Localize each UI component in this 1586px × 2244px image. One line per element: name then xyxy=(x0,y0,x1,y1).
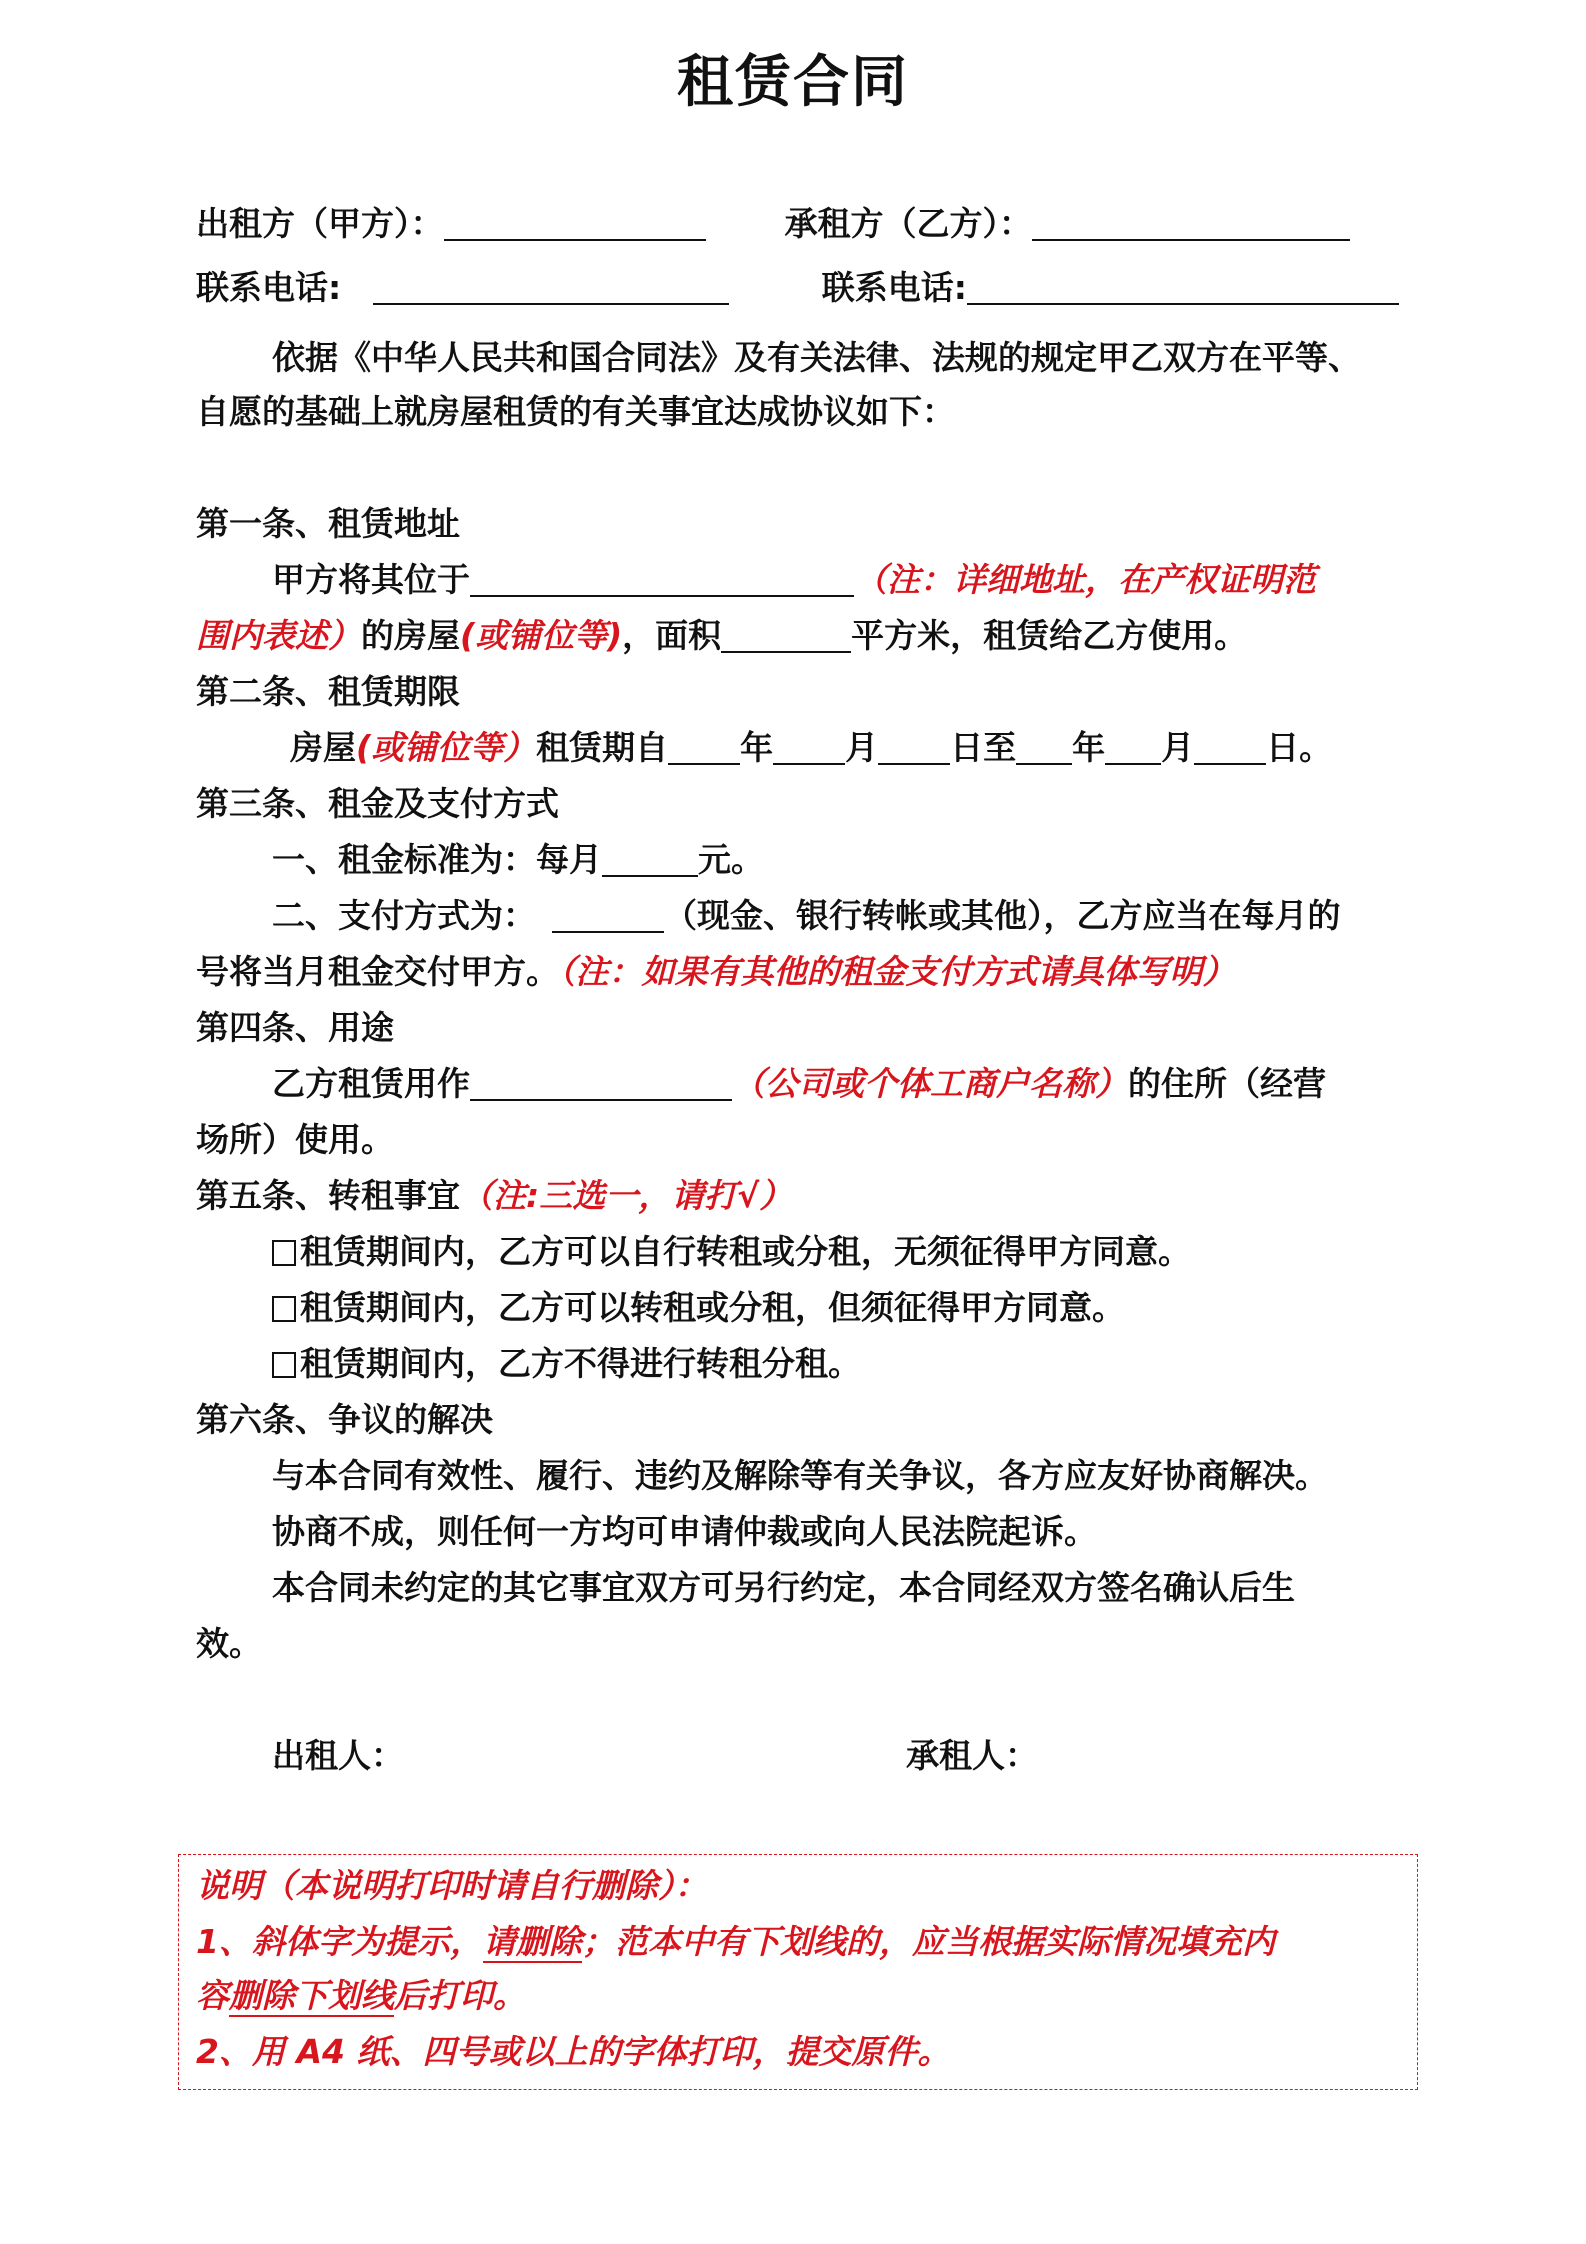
payment-date-text: 号将当月租金交付甲方。 xyxy=(196,952,559,991)
area-label: ，面积 xyxy=(622,616,722,655)
payment-line-2 xyxy=(196,948,1406,996)
instructions-item-1-part-c: ；范本中有下划线的，应当根据实际情况填充内 xyxy=(581,1922,1275,1961)
rent-label: 一、租金标准为：每月 xyxy=(272,840,602,879)
purpose-line xyxy=(272,1060,1406,1108)
dispute-line-3: 本合同未约定的其它事宜双方可另行约定，本合同经双方签名确认后生 xyxy=(272,1568,1295,1607)
parties-row xyxy=(196,200,1406,248)
start-year-text: 年 xyxy=(740,728,774,767)
sublet-option-3-label: 租赁期间内，乙方不得进行转租分租。 xyxy=(300,1344,861,1383)
lessee-blank[interactable] xyxy=(1032,205,1350,241)
area-unit-text: 平方米，租赁给乙方使用。 xyxy=(851,616,1248,655)
rent-blank[interactable] xyxy=(602,841,698,877)
article-1-line-2 xyxy=(196,612,1406,660)
checkbox-icon[interactable] xyxy=(272,1352,296,1378)
instructions-item-1-part-f: 后打印。 xyxy=(394,1976,526,2015)
address-blank[interactable] xyxy=(470,561,854,597)
lessee-signature-label: 承租人： xyxy=(906,1736,1038,1775)
sublet-option-3[interactable] xyxy=(272,1340,1406,1388)
article-1-heading: 第一条、租赁地址 xyxy=(196,504,460,543)
term-label: 租赁期自 xyxy=(536,728,669,767)
start-year-blank[interactable] xyxy=(668,729,740,765)
end-day-text: 日。 xyxy=(1266,728,1333,767)
payment-blank[interactable] xyxy=(552,897,664,933)
purpose-label: 乙方租赁用作 xyxy=(272,1064,470,1103)
end-month-blank[interactable] xyxy=(1105,729,1161,765)
article-4-heading: 第四条、用途 xyxy=(196,1008,394,1047)
lessor-signature-label: 出租人： xyxy=(272,1736,404,1775)
dispute-line-2: 协商不成，则任何一方均可申请仲裁或向人民法院起诉。 xyxy=(272,1512,1097,1551)
start-month-text: 月 xyxy=(845,728,879,767)
instructions-item-1-part-e: 删除下划线 xyxy=(229,1976,394,2015)
instructions-item-1-cont xyxy=(196,1972,1406,2020)
end-month-text: 月 xyxy=(1161,728,1195,767)
company-note: （公司或个体工商户名称） xyxy=(732,1064,1128,1103)
instructions-title: 说明（本说明打印时请自行删除）： xyxy=(196,1866,708,1905)
address-note-cont: 围内表述） xyxy=(196,616,361,655)
instructions-item-1 xyxy=(196,1918,1406,1966)
article-2-heading: 第二条、租赁期限 xyxy=(196,672,460,711)
lessor-blank[interactable] xyxy=(444,205,706,241)
purpose-blank[interactable] xyxy=(470,1065,732,1101)
area-blank[interactable] xyxy=(721,617,851,653)
rent-unit: 元。 xyxy=(698,840,764,879)
instructions-item-1-part-b: 请删除 xyxy=(482,1922,582,1961)
sublet-option-1-label: 租赁期间内，乙方可以自行转租或分租，无须征得甲方同意。 xyxy=(300,1232,1191,1271)
lessor-phone-label: 联系电话: xyxy=(196,268,342,307)
intro-line-1: 依据《中华人民共和国合同法》及有关法律、法规的规定甲乙双方在平等、 xyxy=(272,338,1361,377)
article-1-line-1 xyxy=(272,556,1406,604)
payment-line xyxy=(272,892,1406,940)
dispute-line-4: 效。 xyxy=(196,1624,262,1663)
purpose-line-2: 场所）使用。 xyxy=(196,1120,394,1159)
article-5-heading: 第五条、转租事宜 xyxy=(196,1176,460,1215)
article-3-heading: 第三条、租金及支付方式 xyxy=(196,784,559,823)
end-year-blank[interactable] xyxy=(1016,729,1072,765)
end-day-blank[interactable] xyxy=(1194,729,1266,765)
instructions-item-1-part-d: 容 xyxy=(196,1976,229,2015)
instructions-item-2: 2、用 A4 纸、四号或以上的字体打印，提交原件。 xyxy=(196,2032,951,2071)
sublet-option-1[interactable] xyxy=(272,1228,1406,1276)
payment-text: （现金、银行转帐或其他），乙方应当在每月的 xyxy=(664,896,1341,935)
checkbox-icon[interactable] xyxy=(272,1240,296,1266)
lessee-phone-label: 联系电话: xyxy=(821,268,967,307)
purpose-text: 的住所（经营 xyxy=(1128,1064,1326,1103)
address-label: 甲方将其位于 xyxy=(272,560,470,599)
lessee-signature-row xyxy=(906,1732,1406,1780)
house-text: 的房屋 xyxy=(361,616,460,655)
sublet-option-2[interactable] xyxy=(272,1284,1406,1332)
instructions-item-1-part-a: 1、斜体字为提示， xyxy=(196,1922,483,1961)
payment-note: （注：如果有其他的租金支付方式请具体写明） xyxy=(559,952,1236,991)
shop-note: (或铺位等) xyxy=(460,616,623,655)
article-5-heading-row xyxy=(196,1172,1406,1220)
lessor-label: 出租方（甲方）： xyxy=(196,204,444,243)
rent-line xyxy=(272,836,1406,884)
phone-row xyxy=(196,264,1406,312)
end-year-text: 年 xyxy=(1072,728,1106,767)
article-6-heading: 第六条、争议的解决 xyxy=(196,1400,493,1439)
intro-line-2: 自愿的基础上就房屋租赁的有关事宜达成协议如下： xyxy=(196,392,955,431)
checkbox-icon[interactable] xyxy=(272,1296,296,1322)
article-2-line xyxy=(290,724,1406,772)
sublet-option-2-label: 租赁期间内，乙方可以转租或分租，但须征得甲方同意。 xyxy=(300,1288,1125,1327)
page-title: 租赁合同 xyxy=(677,50,909,115)
shop-note-2: (或铺位等） xyxy=(356,728,537,767)
day-to-text: 日至 xyxy=(950,728,1017,767)
lessee-label: 承租方（乙方）： xyxy=(784,204,1032,243)
start-month-blank[interactable] xyxy=(773,729,845,765)
house-label: 房屋 xyxy=(290,728,356,767)
dispute-line-1: 与本合同有效性、履行、违约及解除等有关争议，各方应友好协商解决。 xyxy=(272,1456,1328,1495)
lessee-phone-blank[interactable] xyxy=(967,269,1399,305)
lessor-phone-blank[interactable] xyxy=(373,269,729,305)
address-note: （注：详细地址，在产权证明范 xyxy=(854,560,1316,599)
sublet-note: （注:三选一，请打√） xyxy=(460,1176,793,1215)
payment-label: 二、支付方式为： xyxy=(272,896,536,935)
start-day-blank[interactable] xyxy=(878,729,950,765)
